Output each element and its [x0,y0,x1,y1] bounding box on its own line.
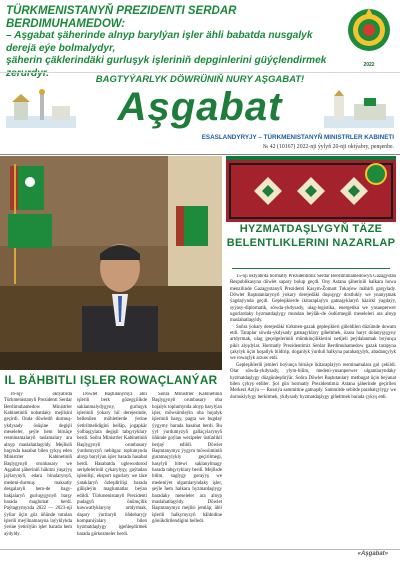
side-paragraph: 15-nji oktýabrda hormatly Prezidentimiz Serdar Berdimuhamedowyň Gazagystan Respublikasyna döwlet sapary bolup geçdi. Ony Astana şäheriniň halkara howa menzilinde Gazagystanyň Prezidenti Kasym-Žomart Tokaýew mähirli garşylady. Döwlet Baştutanlarynyň ýokary derejedäki duşuşygy dostlukly we ynanyşmak ýagdaýynda geçdi. Gepleşiklerde ikitaraplaýyn gatnaşyklaryň häzirki ýagdaýy, syýasy-diplomatik, söwda-ykdysady, ulag-logistika, energetika we ynsanperwer ugurlardaky hyzmatdaşlygy mundan beýläk-de ösdürmegiň meseleleri ara alnyp maslahatlaşyldy. [230,274,396,324]
lead-column-1 [4,392,72,547]
monument-illustration-right [324,88,394,128]
state-emblem-icon [346,6,392,66]
info-bar [0,133,400,155]
banner-line-1: TÜRKMENISTANYŇ PREZIDENTI SERDAR BERDIMUHAMEDOW: [6,5,237,30]
banner-line-2: – Aşgabat şäherinde alnyp barylýan işler ähli babatda nusgalyk derejä eýe bolmalydyr, [6,30,313,54]
masthead [0,86,400,132]
slogan-bar: BAGTYÝARLYK DÖWRÜNIŇ NURY AŞGABAT! [0,72,400,86]
banner-line-3: şäherin çäklerindäki gurluşyk işleriniň depginlerini güýçlendirmek zerurdyr. [6,55,327,79]
side-paragraph: Soňra ýokary derejedäki türkmen-gazak gepleşikleri giňeldilen düzümde dowam etdi. Taraplar söwda-ykdysady gatnaşyklary giňeltmek, özara haryt dolanyşygyny artdyrmak, ulag geçelgeleriniň mümkinçiliklerini netijeli peýdalanmak boýunça pikir alyşdylar. Hormatly Prezidentimiz Serdar Berdimuhamedow gazak tarapyna çakylyk üçin hoşallyk bildirip, doganlyk ýurduň halkyna parahatçylyk, abadançylyk we rowaçlyk arzuw etdi. [230,324,396,362]
lead-column-3 [152,392,222,547]
lead-paragraph: 16-njy oktýabrda Türkmenistanyň Prezidenti Serdar Berdimuhamedow Ministrler Kabinetiniň nobatdaky mejlisini geçirdi. Onda döwletiň durmuş-ykdysady ösüşine degişli meseleler, şeýle hem birnäçe resminamalaryň taslamalary ara alnyp maslahatlaşyldy. Mejlisiň başynda hasabat bilen çykyş eden Ministrler Kabinetiniň Başlygynyň orunbasary we Aşgabat şäheriniň häkimi ýaşaýyş jaýlarynyň, edara binalarynyň, medeni-durmuş maksatly desgalaryň hem-de bagy-bakjalaryň gurluşygynyň barşy barada maglumat berdi. Paýtagtymyzda 2022 — 2023-nji ýyllar üçin göz öňünde tutulan işleriň meýilnamasyna laýyklykda ýerine ýetirilýän işler barada hem aýdyldy. [4,392,72,537]
lead-headline-bar [0,370,222,390]
monument-illustration-left [6,88,76,128]
lead-paragraph: Döwlet Baştutanymyz ähli işleriň berk gözegçilikde saklanmalydygyny, gurluşyk işleriniň ýokary hil derejesinde, bellenilen möhletlerde ýerine ýetirilmelidigini belläp, jogapkär ýolbaşçylara degişli tabşyryklary berdi. Soňra Ministrler Kabinetiniň Başlygynyň orunbasary ýurdumyzyň nebitgaz toplumynda alnyp barylýan işler barada hasabat berdi. Hasabatda uglewodorod serişdeleriniň çykarylyşy, gaýtadan işlenilişi, eksport ugurlary we täze ýataklaryň özleşdirilişi barada giňişleýin maglumatlar beýan edildi. Türkmenistanyň Prezidenti pudagyň önümçilik kuwwatlyklaryny artdyrmak, daşary ýurtlaryň öňdebaryjy kompaniýalary bilen hyzmatdaşlygy işjeňleşdirmek barada görkezmeler berdi. [77,392,147,537]
lead-column-2 [77,392,147,547]
footer-brand: «Aşgabat» [357,551,388,557]
emblem-year: 2022 [363,62,375,68]
carpet-ornament [226,160,396,222]
side-article-body [230,274,396,546]
lead-article-headline: IL BÄHBITLI IŞLER ROWAÇLANÝAR [4,373,218,387]
side-article-headline: HYZMATDAŞLYGYŇ TÄZE BELENTLIKLERINI NAZARLAP [226,223,396,249]
president-photo [0,156,222,370]
lead-paragraph: Soňra Ministrler Kabinetiniň Başlygynyň orunbasary oba hojalyk toplumynda alnyp barylýan işler, möwsümleýin oba hojalyk işleriniň barşy, pagta we bugdaý ýygymy barada hasabat berdi. Bu ýyl ýurdumyzyň gallaçylarynyň öňünde goýlan wezipeler üstünlikli berjaý edildi. Döwlet Baştutanymyz ýygym möwsüminiň guramaçylykly geçirilmegi, hasylyň bitewi saklanylmagy barada tabşyryklary berdi. Mejlisde bilim, saglygy goraýyş we medeniýet ulgamlaryndaky işler, şeýle hem halkara hyzmatdaşlygy baradaky meseleler ara alnyp maslahatlaşyldy. Döwlet Baştutanymyz mejlisi jemläp, ähli işleriň halkymyzyň bähbidine gönükdirilendigini belledi. [152,392,222,524]
side-paragraph: Gepleşikleriň jemleri boýunça birnäçe ikitaraplaýyn resminamalara gol çekildi. Olar söwda-ykdysady, ylym-bilim, medeni-ynsanperwer ulgamlaryndaky hyzmatdaşlygy düzgünleşdirýär. Soňra Döwlet Baştutanlary metbugat üçin beýanat bilen çykyş etdiler. Şol gün hormatly Prezidentimiz Astana şäherinde geçirilen Merkezi Aziýa — Russiýa sammitine gatnaşdy. Sammitde sebitde parahatçylygy we durnuklylygy berkitmek, ykdysady hyzmatdaşlygy giňeltmek barada çykyş etdi. [230,362,396,400]
founder-tagline: ESASLANDYRYJY – TÜRKMENISTANYŇ MINISTRLER KABINETI [201,134,394,141]
top-banner [0,0,400,79]
divider [232,268,390,269]
issue-info: № 42 (10167) 2022-nji ýylyň 20-nji oktýabry, penşenbe. [262,144,394,150]
footer-divider [0,549,400,550]
newspaper-title: Aşgabat [117,85,283,129]
